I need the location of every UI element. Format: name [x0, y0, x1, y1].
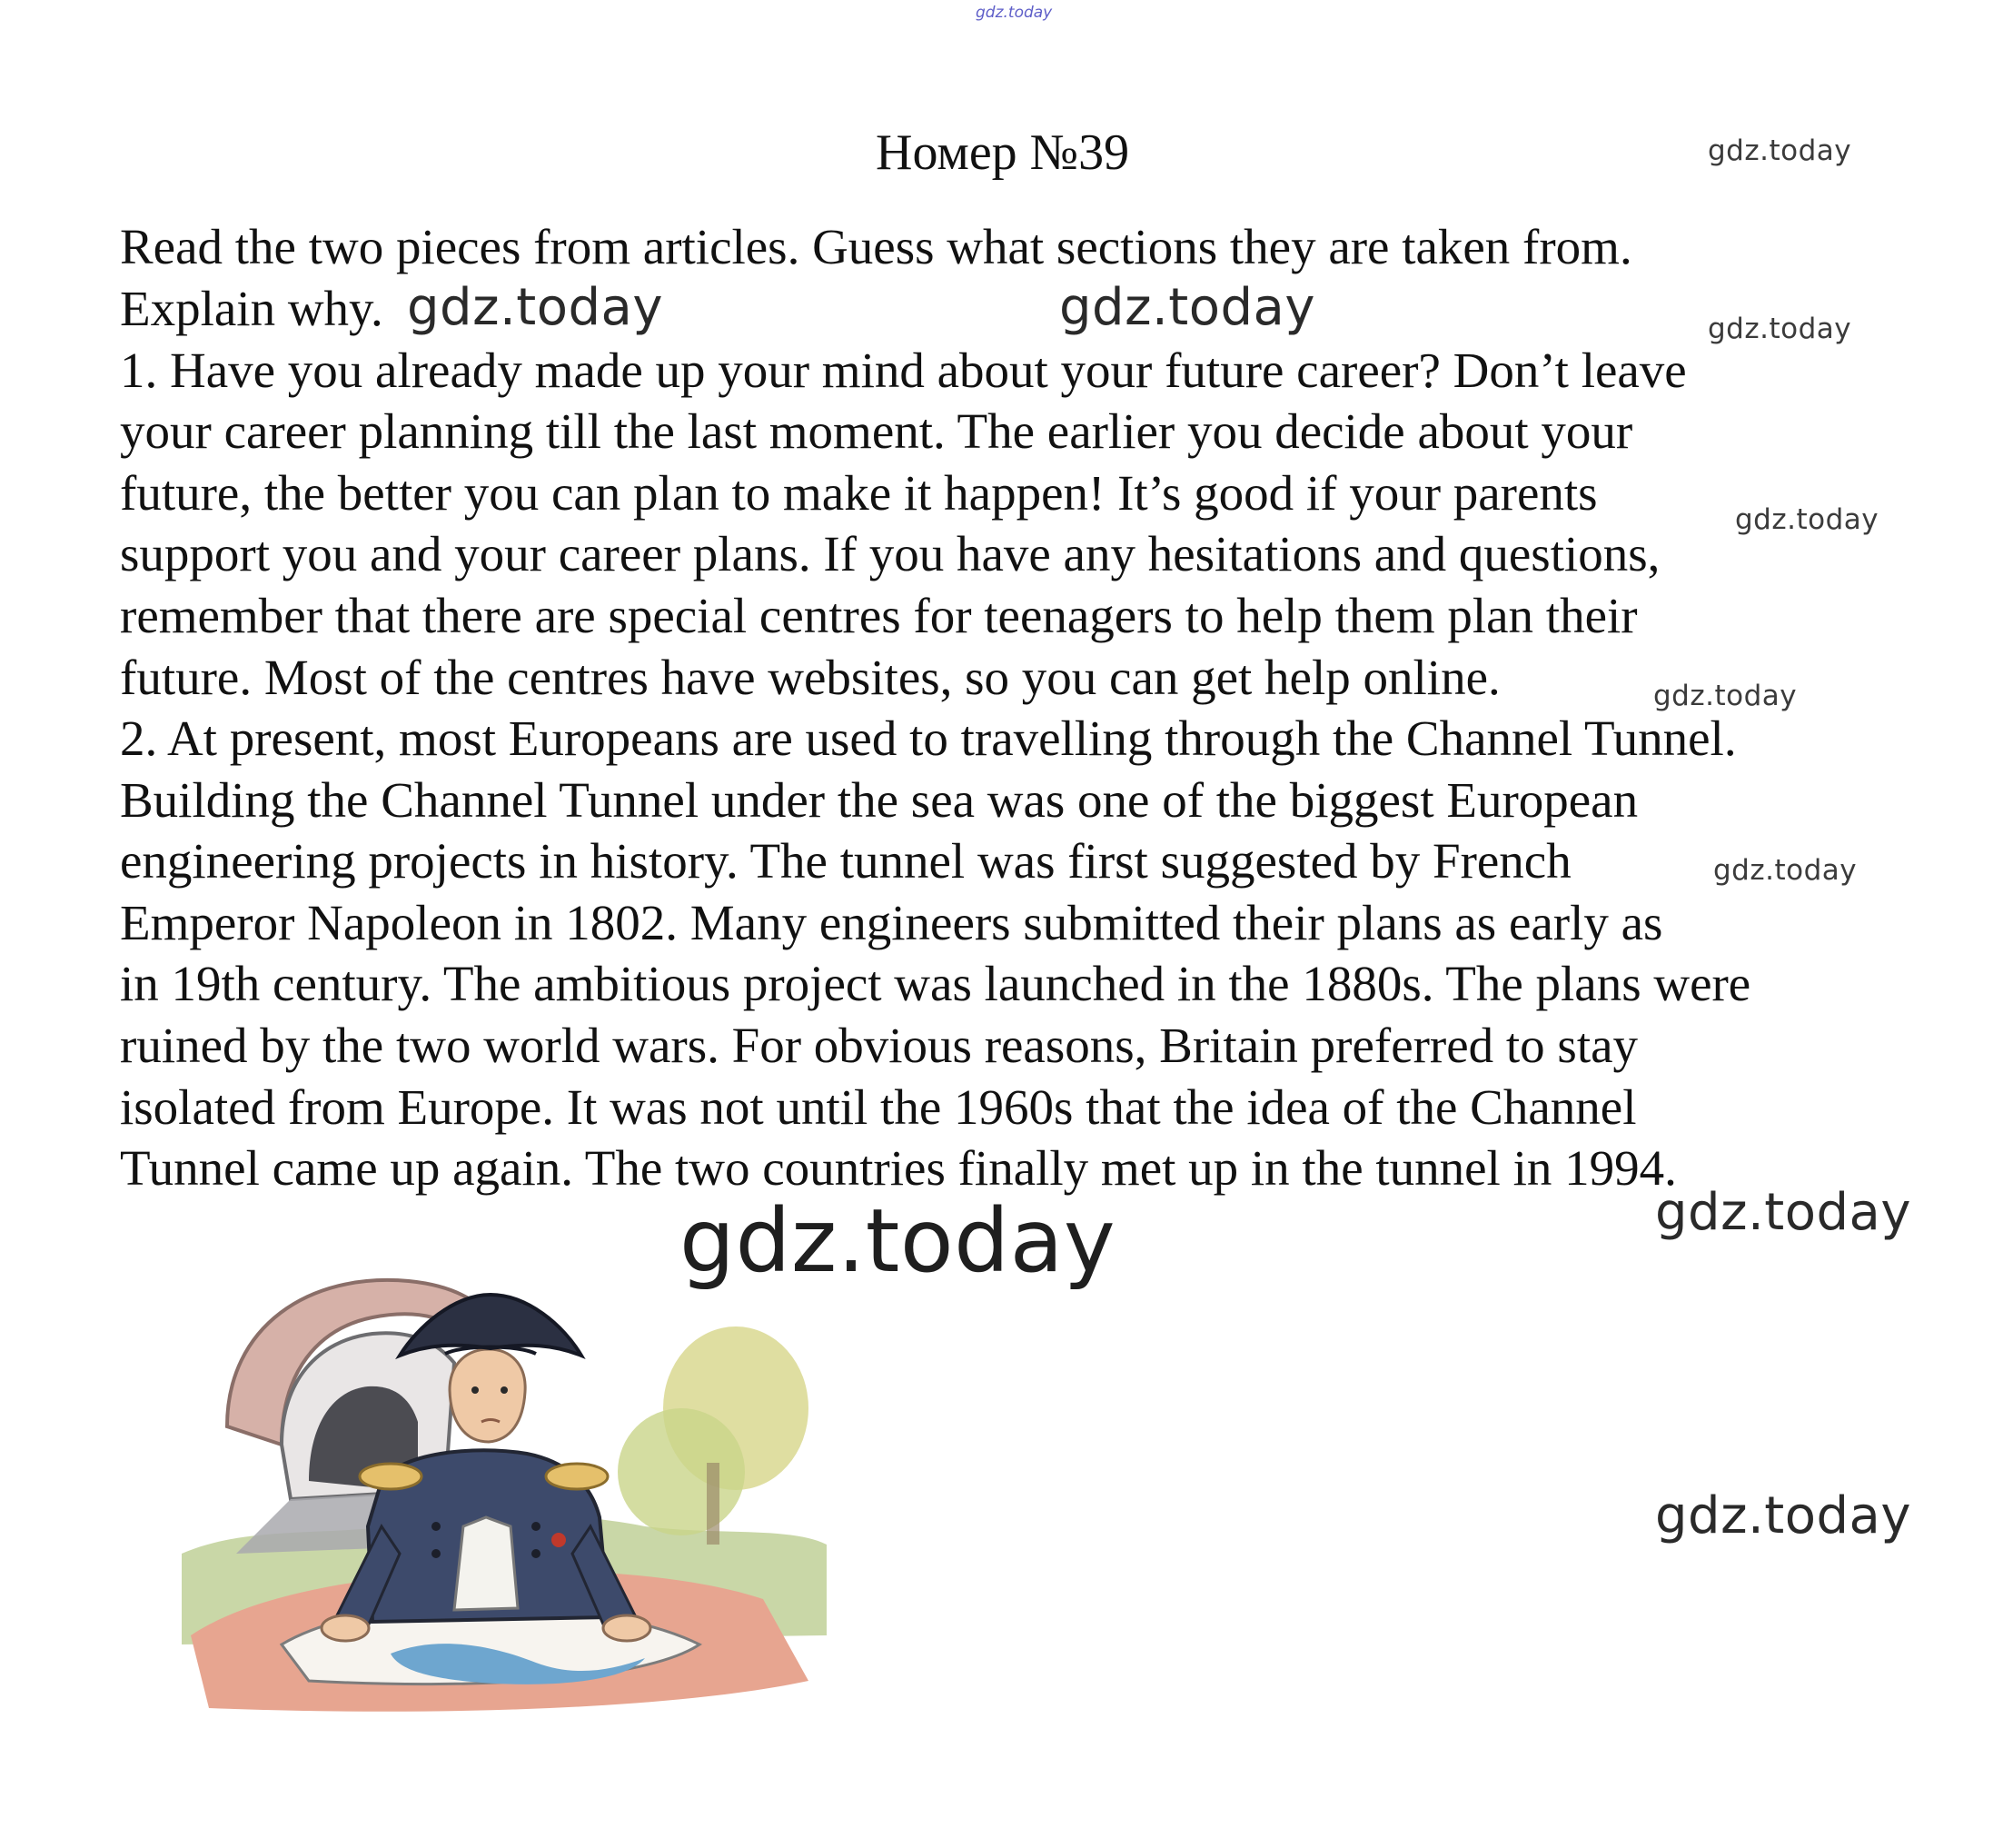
watermark: gdz.today — [679, 1190, 1116, 1292]
watermark: gdz.today — [1708, 313, 1852, 345]
text-line: engineering projects in history. The tunnel was first suggested by French — [120, 833, 1572, 889]
napoleon-tunnel-map-illustration — [173, 1254, 836, 1726]
text-line: Explain why. — [120, 281, 383, 336]
text-line: future. Most of the centres have websites, so you can get help online. — [120, 650, 1501, 705]
text-line: Read the two pieces from articles. Guess what sections they are taken from. — [120, 219, 1632, 274]
text-line: your career planning till the last moment. The earlier you decide about your — [120, 403, 1633, 459]
text-line: Building the Channel Tunnel under the sea was one of the biggest European — [120, 772, 1639, 828]
text-line: 1. Have you already made up your mind about your future career? Don’t leave — [120, 343, 1687, 398]
text-line: isolated from Europe. It was not until the 1960s that the idea of the Channel — [120, 1079, 1637, 1135]
page-title: Номер №39 — [876, 124, 1130, 181]
watermark: gdz.today — [1059, 278, 1316, 337]
watermark: gdz.today — [1708, 134, 1852, 167]
watermark: gdz.today — [1735, 503, 1879, 536]
text-line: Tunnel came up again. The two countries finally met up in the tunnel in 1994. — [120, 1140, 1677, 1196]
watermark: gdz.today — [1655, 1486, 1912, 1545]
text-line: Emperor Napoleon in 1802. Many engineers submitted their plans as early as — [120, 895, 1663, 950]
text-line: in 19th century. The ambitious project was launched in the 1880s. The plans were — [120, 956, 1751, 1011]
text-line: support you and your career plans. If you have any hesitations and questions, — [120, 526, 1661, 581]
text-line: remember that there are special centres for teenagers to help them plan their — [120, 588, 1638, 643]
header-watermark: gdz.today — [976, 4, 1053, 22]
text-line: 2. At present, most Europeans are used to travelling through the Channel Tunnel. — [120, 710, 1737, 766]
text-line: future, the better you can plan to make it happen! It’s good if your parents — [120, 465, 1598, 521]
watermark: gdz.today — [1713, 854, 1858, 887]
watermark: gdz.today — [1655, 1183, 1912, 1242]
text-line: ruined by the two world wars. For obvious reasons, Britain preferred to stay — [120, 1018, 1639, 1073]
watermark: gdz.today — [1653, 680, 1798, 712]
watermark: gdz.today — [407, 278, 664, 337]
